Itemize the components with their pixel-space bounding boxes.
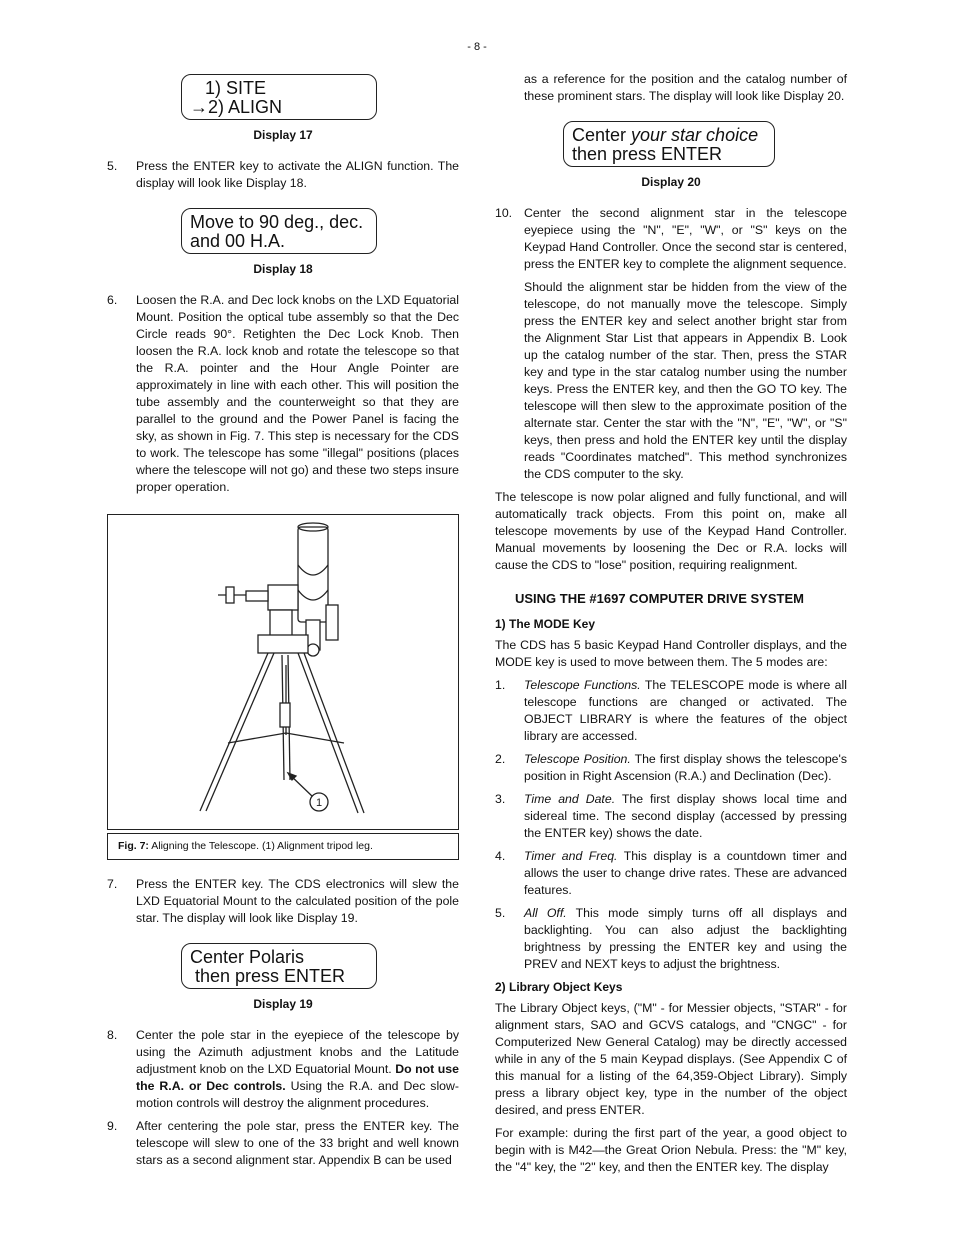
step-6 <box>107 292 459 496</box>
page-number: - 8 - <box>467 41 487 53</box>
display-19-caption: Display 19 <box>253 997 313 1011</box>
step-warning: Do not use the R.A. or Dec controls. <box>136 1062 459 1093</box>
display-17 <box>181 74 459 120</box>
mode-name: Telescope Position. <box>524 752 631 766</box>
mode-item <box>495 791 847 842</box>
telescope-illustration <box>108 515 458 829</box>
left-column <box>107 74 459 1175</box>
display-20-line1a: Center <box>572 125 632 145</box>
step-text: Loosen the R.A. and Dec lock knobs on the LXD Equatorial Mount. Position the optical tube assembly so that the Dec Circle reads 90°. Retighten the Dec Lock Knob. Then loosen the R.A. lock knob and rotate the telescope so that the R.A. pointer and the Hour Angle Pointer are approximately in line with each other. This will position the tube assembly and the counterweight so that they are parallel to the ground and the Power Panel is facing the sky, as shown in Fig. 7. This step is necessary for the CDS to work. The telescope has some "illegal" positions (places where the telescope will not go) and these two steps insure proper operation. <box>136 293 459 494</box>
step-text-b: Using the R.A. and Dec slow-motion controls will destroy the alignment procedures. <box>136 1079 459 1110</box>
step-text: Press the ENTER key. The CDS electronics will slew the LXD Equatorial Mount to the calculated position of the pole star. The display will look like Display 19. <box>136 877 459 925</box>
section-heading: USING THE #1697 COMPUTER DRIVE SYSTEM <box>515 591 804 606</box>
display-20 <box>563 121 847 167</box>
figure-7 <box>107 514 459 830</box>
step-number: 5. <box>107 159 118 173</box>
step-8 <box>107 1027 459 1112</box>
step-5 <box>107 158 459 192</box>
example-paragraph: For example: during the first part of the year, a good object to begin with is M42—the Great Orion Nebula. Press: the "M" key, the "4" key, the "2" key, and then the ENTER key. The display <box>495 1126 847 1174</box>
step-text: Press the ENTER key to activate the ALIGN function. The display will look like Display 18. <box>136 159 459 190</box>
mode-item <box>495 677 847 745</box>
step-number: 10. <box>495 206 513 220</box>
figure-label: Fig. 7: <box>118 840 149 852</box>
display-17-line2: →2) ALIGN <box>190 97 283 117</box>
display-20-line1b: your star choice <box>631 125 759 145</box>
library-keys-paragraph: The Library Object keys, ("M" - for Messier objects, "STAR" - for alignment stars, SAO and GCVS catalogs, and "CNGC" - for Computerized New General Catalog) may be directly accessed while in any of the 5 main Keypad displays. (See Appendix C of this manual for a listing of the 64,359-Object Library). Simply press a library object key, type in the number of the object desired, and press ENTER. <box>495 1001 847 1117</box>
display-20-caption: Display 20 <box>641 175 701 189</box>
mode-name: Telescope Functions. <box>524 678 641 692</box>
display-18 <box>181 208 459 254</box>
step-number: 8. <box>107 1028 118 1042</box>
display-18-line1: Move to 90 deg., dec. <box>190 212 364 232</box>
step-9-continuation: as a reference for the position and the catalog number of these prominent stars. The display will look like Display 20. <box>524 72 847 103</box>
mode-name: Timer and Freq. <box>524 849 618 863</box>
mode-number: 2. <box>495 752 506 766</box>
mode-text: The TELESCOPE mode is where all telescope functions are changed or activated. The OBJECT LIBRARY is where the features of the object library are accessed. <box>524 678 847 743</box>
step-number: 6. <box>107 293 118 307</box>
mode-text: This mode simply turns off all displays and backlighting. You can also adjust the backlighting brightness by pressing the ENTER key and using the PREV and NEXT keys to adjust the brightness. <box>524 906 847 971</box>
display-20-line2: then press ENTER <box>572 144 723 164</box>
lcd-display-17 <box>181 74 377 120</box>
mode-number: 4. <box>495 849 506 863</box>
step-10 <box>495 205 847 273</box>
lcd-display-18 <box>181 208 377 254</box>
step-text-a: Center the pole star in the eyepiece of the telescope by using the Azimuth adjustment knobs and the Latitude adjustment knob on the LXD Equatorial Mount. <box>136 1028 459 1076</box>
step-number: 9. <box>107 1119 118 1133</box>
mode-text: The first display shows the telescope's position in Right Ascension (R.A.) and Declination (Dec). <box>524 752 848 783</box>
display-18-caption: Display 18 <box>253 262 313 276</box>
mode-text: This display is a countdown timer and allows the user to change drive rates. These are advanced features. <box>524 849 847 897</box>
figure-7-caption <box>107 833 459 860</box>
mode-item <box>495 905 847 973</box>
step-text: Center the second alignment star in the telescope eyepiece using the "N", "E", "W", or "S" keys on the Keypad Hand Controller. Once the second star is centered, press the ENTER key to complete the alignment sequence. <box>524 206 847 271</box>
step-number: 7. <box>107 877 118 891</box>
mode-item <box>495 848 847 899</box>
display-19-line2: then press ENTER <box>190 966 346 986</box>
library-keys-heading: 2) Library Object Keys <box>495 980 623 994</box>
step-7 <box>107 876 459 927</box>
lcd-display-19 <box>181 943 377 989</box>
mode-number: 3. <box>495 792 506 806</box>
mode-number: 5. <box>495 906 506 920</box>
figure-caption-text: Aligning the Telescope. (1) Alignment tripod leg. <box>148 840 373 852</box>
display-17-line1: 1) SITE <box>190 78 267 98</box>
mode-text: The first display shows local time and sidereal time. The second display (accessed by pressing the ENTER key) shows the date. <box>524 792 847 840</box>
mode-name: All Off. <box>524 906 567 920</box>
lcd-display-20 <box>563 121 775 167</box>
callout-label: 1 <box>315 797 323 809</box>
right-column <box>495 71 847 1182</box>
mode-name: Time and Date. <box>524 792 616 806</box>
display-19-line1: Center Polaris <box>190 947 305 967</box>
mode-number: 1. <box>495 678 506 692</box>
polar-aligned-paragraph: The telescope is now polar aligned and fully functional, and will automatically track objects. From this point on, make all telescope movements by use of the Keypad Hand Controller. Manual movements by loosening the Dec or R.A. locks will cause the CDS to "lose" position, requiring realignment. <box>495 490 847 572</box>
step-9 <box>107 1118 459 1169</box>
display-19 <box>181 943 459 989</box>
display-17-caption: Display 17 <box>253 128 313 142</box>
step-text: After centering the pole star, press the ENTER key. The telescope will slew to one of the 33 bright and well known stars as a second alignment star. Appendix B can be used <box>136 1119 459 1167</box>
step-10-note: Should the alignment star be hidden from the view of the telescope, do not manually move the telescope. Simply press the ENTER key and select another bright star from the Alignment Star List that appears in Appendix B. Look up the catalog number of the star. Then, press the STAR key and type in the star catalog number using the number keys. Press the ENTER key, and then the GO TO key. The telescope will then slew to the approximate position of the alternate star. Center the star with the "N", "E", "W", or "S" keys, then press and hold the ENTER key until the display reads "Coordinates matched". This method synchronizes the CDS computer to the sky. <box>524 280 847 481</box>
mode-key-heading: 1) The MODE Key <box>495 617 596 631</box>
mode-intro: The CDS has 5 basic Keypad Hand Controller displays, and the MODE key is used to move between them. The 5 modes are: <box>495 638 847 669</box>
display-18-line2: and 00 H.A. <box>190 231 286 251</box>
mode-item <box>495 751 847 785</box>
